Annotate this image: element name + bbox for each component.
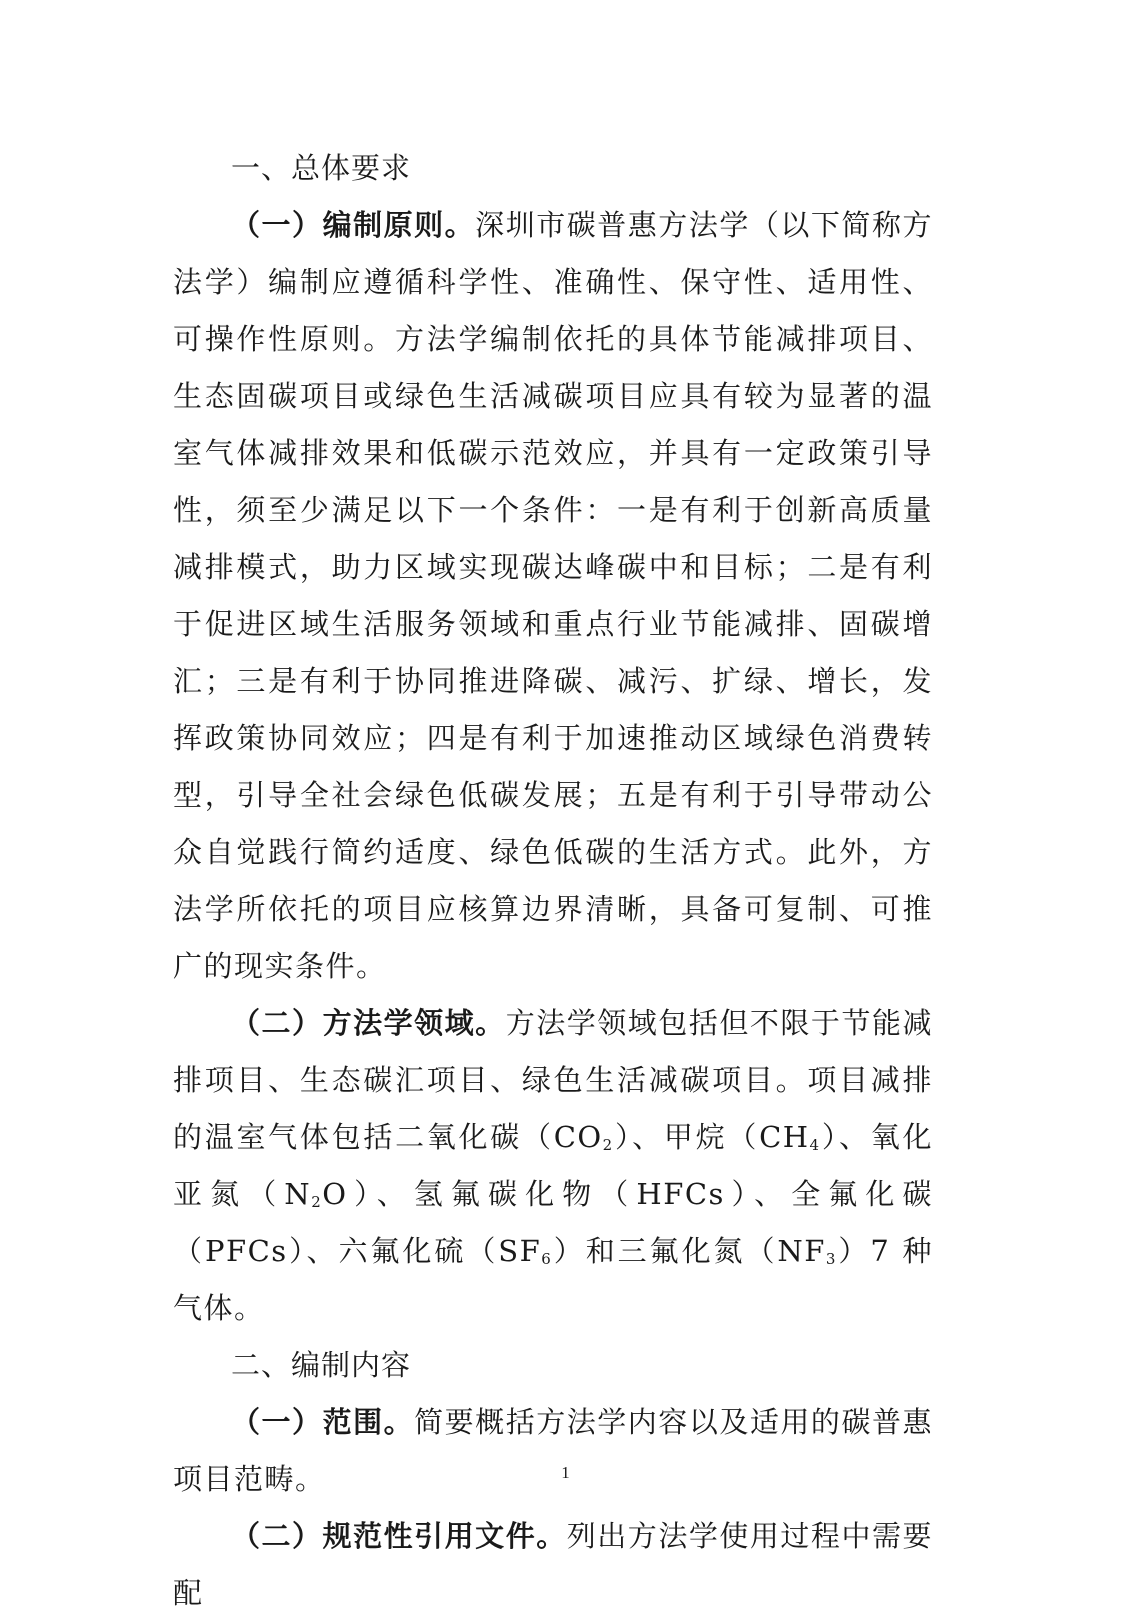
paragraph-lead: （一）编制原则。 — [231, 208, 476, 242]
paragraph-text: ）7 种气体。 — [173, 1234, 933, 1325]
paragraph-text: O）、氢氟碳化物（HFCs）、全氟化碳（PFCs）、六氟化硫（SF — [173, 1177, 933, 1268]
paragraph-lead: （二）规范性引用文件。 — [231, 1519, 567, 1553]
paragraph-text: ）、甲烷（CH — [613, 1120, 810, 1154]
document-body — [173, 140, 933, 1622]
paragraph-lead: （二）方法学领域。 — [231, 1006, 506, 1040]
paragraph-text: ）、氧化亚氮（N — [173, 1120, 933, 1211]
subscript: 2 — [311, 1193, 323, 1211]
paragraph-lead: （一）范围。 — [231, 1405, 415, 1439]
subscript: 2 — [602, 1136, 614, 1154]
section-heading-compilation-content: 二、编制内容 — [231, 1348, 412, 1382]
paragraph-methodology-domains — [173, 995, 933, 1337]
page-number: 1 — [561, 1463, 570, 1482]
paragraph-text: 列出方法学使用过程中需要配 — [173, 1519, 933, 1610]
paragraph-text: ）和三氟化氮（NF — [552, 1234, 826, 1268]
paragraph-compilation-principles — [173, 197, 933, 995]
paragraph-text: 深圳市碳普惠方法学（以下简称方法学）编制应遵循科学性、准确性、保守性、适用性、可操作性原则。方法学编制依托的具体节能减排项目、生态固碳项目或绿色生活减碳项目应具有较为显著的温室气体减排效果和低碳示范效应，并具有一定政策引导性，须至少满足以下一个条件：一是有利于创新高质量减排模式，助力区域实现碳达峰碳中和目标；二是有利于促进区域生活服务领域和重点行业节能减排、固碳增汇；三是有利于协同推进降碳、减污、扩绿、增长，发挥政策协同效应；四是有利于加速推动区域绿色消费转型，引导全社会绿色低碳发展；五是有利于引导带动公众自觉践行简约适度、绿色低碳的生活方式。此外，方法学所依托的项目应核算边界清晰，具备可复制、可推广的现实条件。 — [173, 208, 933, 983]
subscript: 6 — [541, 1250, 553, 1268]
paragraph-scope — [173, 1394, 933, 1508]
section-heading-general-requirements: 一、总体要求 — [231, 151, 412, 185]
subscript: 3 — [825, 1250, 837, 1268]
subscript: 4 — [809, 1136, 821, 1154]
paragraph-normative-references — [173, 1508, 933, 1622]
paragraph-text: 方法学领域包括但不限于节能减排项目、生态碳汇项目、绿色生活减碳项目。项目减排的温室气体包括二氧化碳（CO — [173, 1006, 933, 1154]
paragraph-text: 简要概括方法学内容以及适用的碳普惠项目范畴。 — [173, 1405, 933, 1496]
